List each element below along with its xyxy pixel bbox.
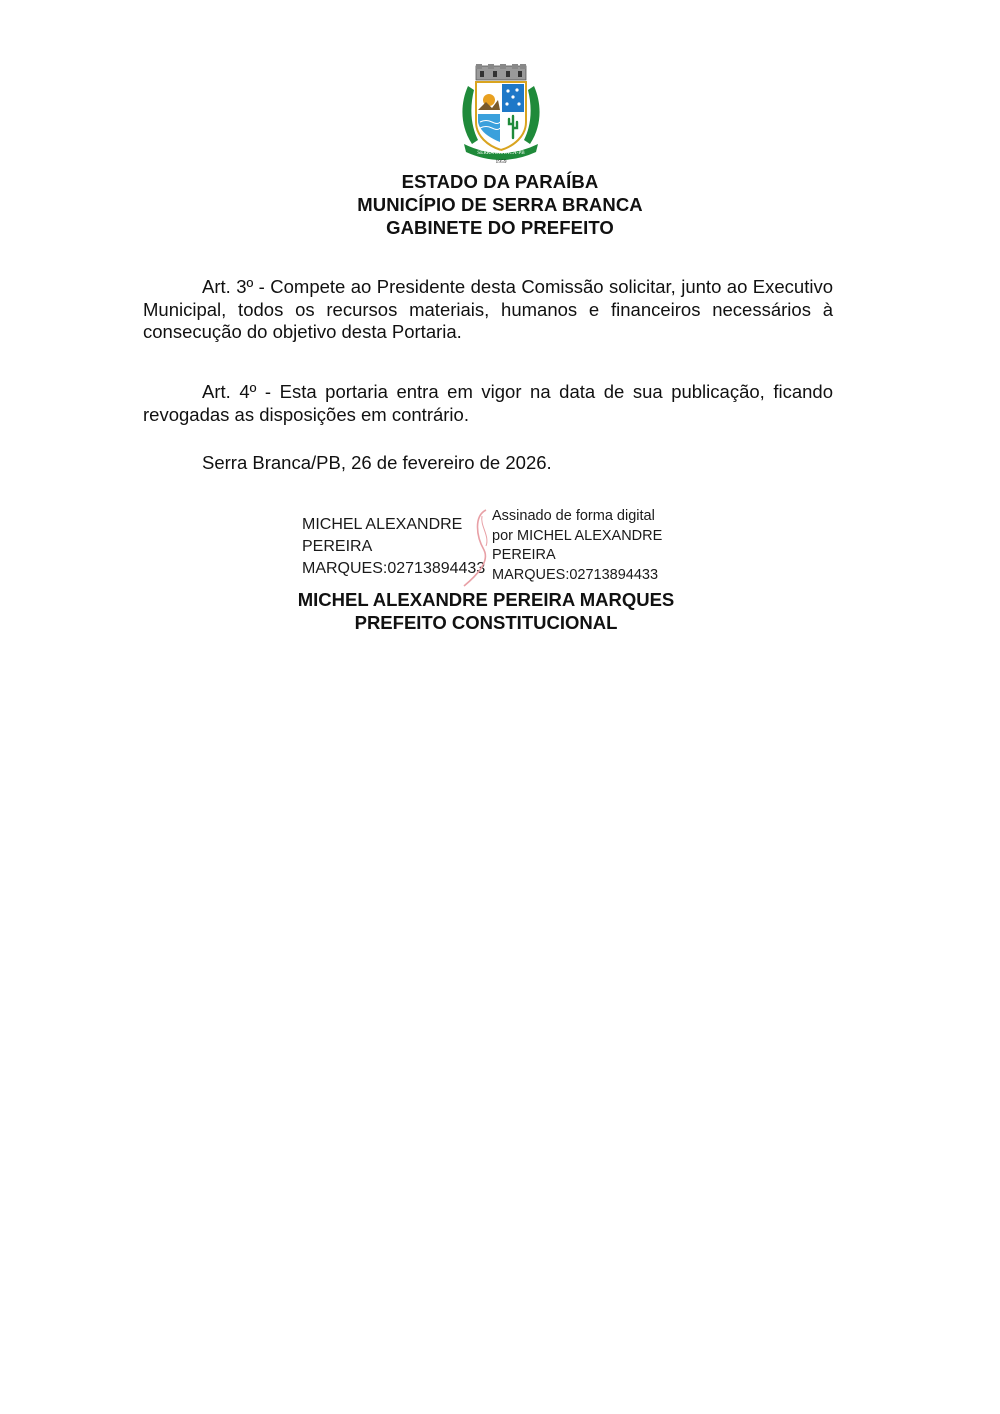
digital-signature-stamp: [300, 506, 720, 586]
crest-year: 1959: [495, 159, 507, 164]
municipal-crest-logo: [458, 64, 544, 164]
municipality-heading: MUNICÍPIO DE SERRA BRANCA: [357, 194, 643, 215]
signer-block: [0, 589, 972, 634]
state-heading: ESTADO DA PARAÍBA: [401, 171, 599, 192]
article-4-paragraph: Art. 4º - Esta portaria entra em vigor na data de sua publicação, ficando revogadas as disposições em contrário.: [143, 381, 833, 425]
office-heading: GABINETE DO PREFEITO: [386, 217, 614, 238]
article-3-paragraph: Art. 3º - Compete ao Presidente desta Comissão solicitar, junto ao Executivo Municipal, todos os recursos materiais, humanos e financeiros necessários à consecução do objetivo desta Portaria.: [143, 276, 833, 342]
place-date: Serra Branca/PB, 26 de fevereiro de 2026.: [202, 452, 552, 473]
signature-name-block: MICHEL ALEXANDRE PEREIRA MARQUES:02713894433: [302, 516, 486, 577]
signer-name: MICHEL ALEXANDRE PEREIRA MARQUES: [297, 589, 675, 610]
document-header: [0, 170, 1000, 239]
signer-title: PREFEITO CONSTITUCIONAL: [354, 611, 618, 633]
signature-notice: Assinado de forma digital por MICHEL ALEXANDRE PEREIRA MARQUES:02713894433: [492, 508, 663, 583]
crest-banner-text: SERRA BRANCA-PB: [477, 150, 525, 156]
